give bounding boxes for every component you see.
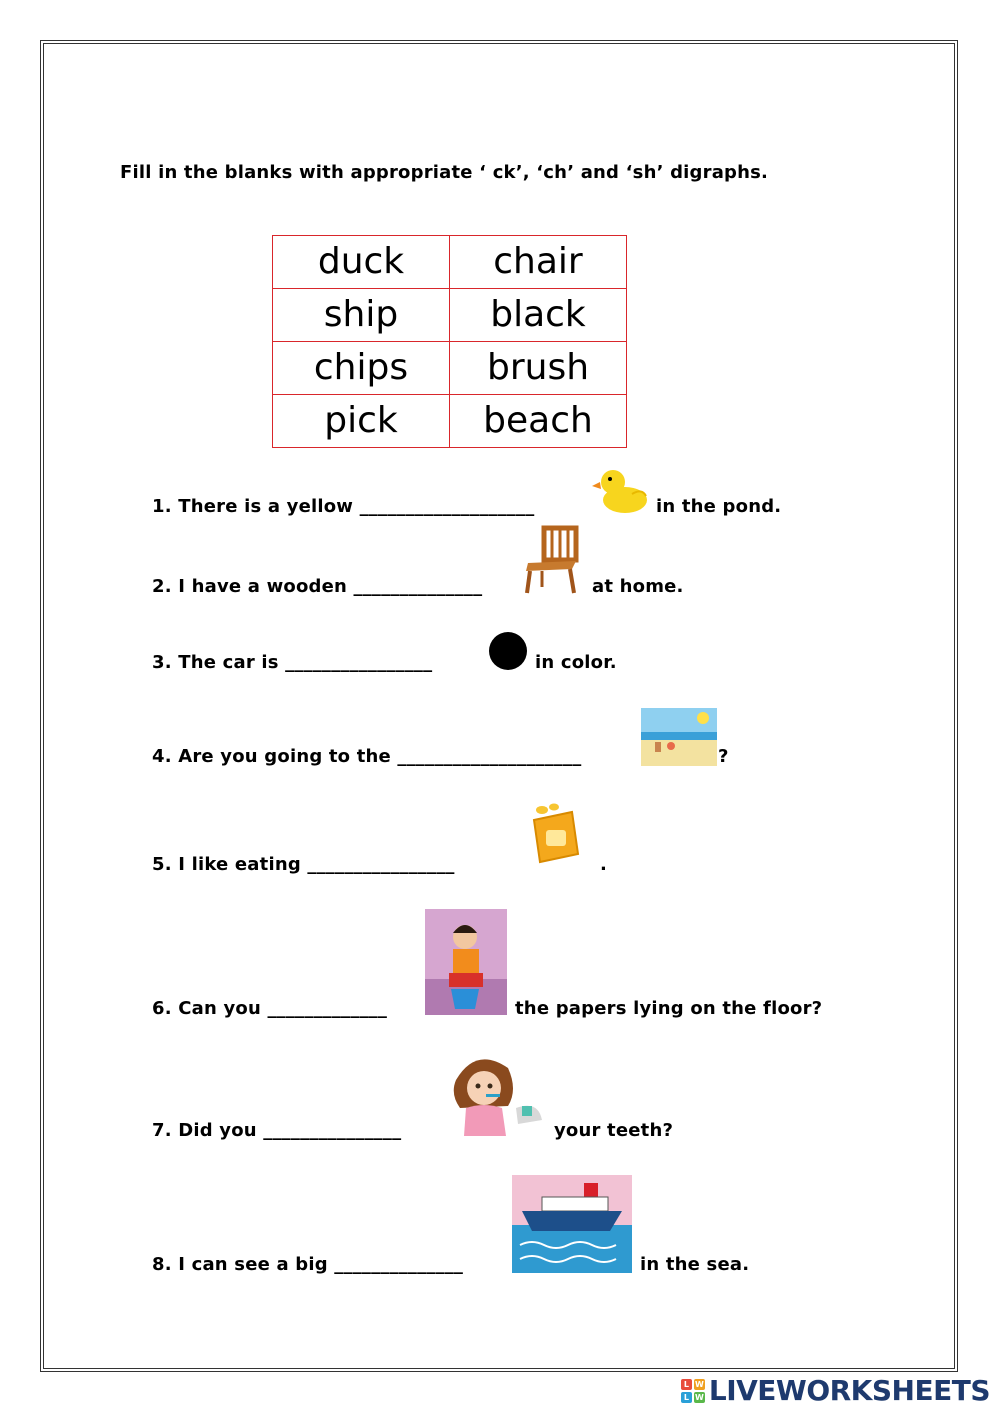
question-8-after: in the sea. [640,1254,750,1275]
question-6-text[interactable]: 6. Can you _____________ [152,998,388,1019]
question-7-after: your teeth? [554,1120,674,1141]
question-3-after: in color. [535,652,617,673]
table-row [273,395,627,448]
word-cell: chips [273,342,450,395]
beach-icon [641,708,717,766]
ship-icon [512,1175,632,1273]
word-cell: duck [273,236,450,289]
chair-icon [522,525,582,595]
question-8-text[interactable]: 8. I can see a big ______________ [152,1254,464,1275]
word-cell: brush [450,342,627,395]
table-row [273,236,627,289]
question-7-text[interactable]: 7. Did you _______________ [152,1120,402,1141]
girl-brushing-icon [446,1050,548,1140]
question-4-after: ? [718,746,729,767]
brand-name: LIVEWORKSHEETS [708,1374,990,1407]
question-6-after: the papers lying on the floor? [515,998,823,1019]
word-cell: black [450,289,627,342]
chips-icon [528,802,580,866]
liveworksheets-logo-icon: L W L W [681,1379,705,1403]
word-table [272,235,627,448]
footer-brand[interactable] [681,1374,990,1407]
girl-picking-icon [425,909,507,1015]
question-2-text[interactable]: 2. I have a wooden ______________ [152,576,483,597]
word-cell: ship [273,289,450,342]
question-4-text[interactable]: 4. Are you going to the ____________________ [152,746,582,767]
word-cell: beach [450,395,627,448]
word-cell: pick [273,395,450,448]
question-3-text[interactable]: 3. The car is ________________ [152,652,433,673]
word-cell: chair [450,236,627,289]
question-1-after: in the pond. [656,496,782,517]
instruction-text: Fill in the blanks with appropriate ‘ ck’, ‘ch’ and ‘sh’ digraphs. [120,162,769,183]
question-1-text[interactable]: 1. There is a yellow ___________________ [152,496,535,517]
table-row [273,342,627,395]
question-5-text[interactable]: 5. I like eating ________________ [152,854,455,875]
duck-icon [592,464,650,516]
black-circle-icon [488,631,528,671]
question-5-after: . [600,854,608,875]
question-2-after: at home. [592,576,684,597]
table-row [273,289,627,342]
